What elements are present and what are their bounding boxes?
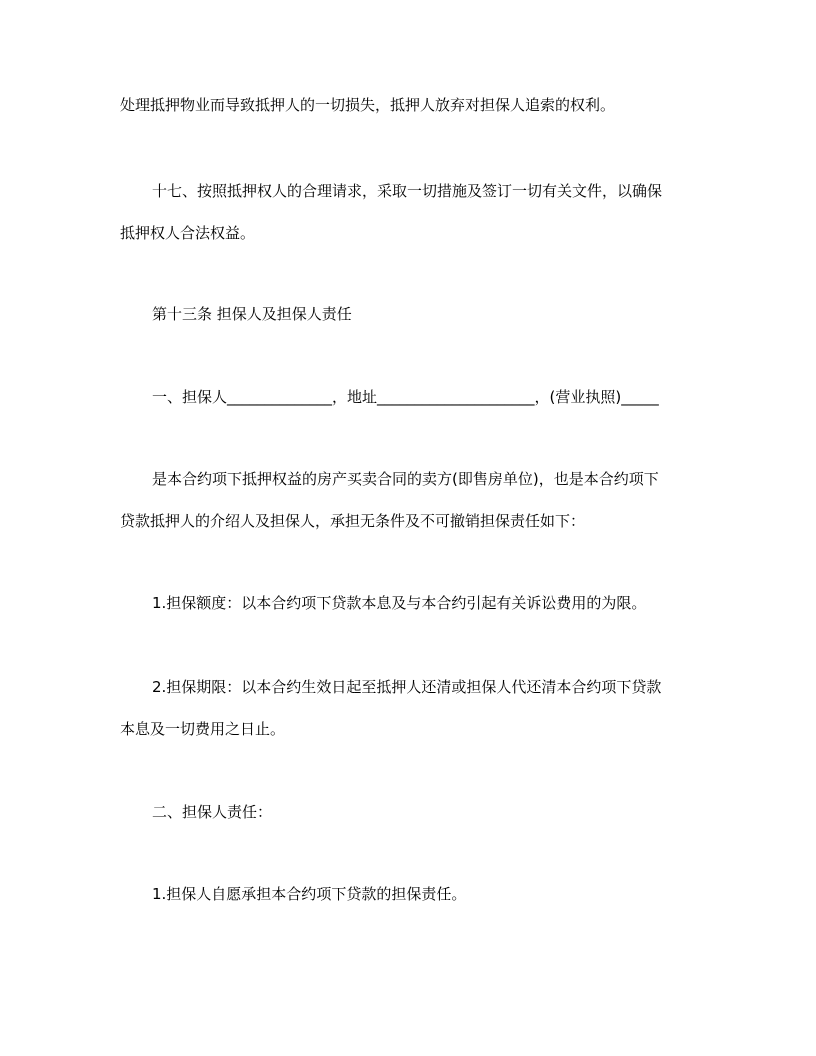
guarantor-description-line: 是本合约项下抵押权益的房产买卖合同的卖方(即售房单位)，也是本合约项下	[152, 470, 659, 488]
guarantee-amount-line: 1.担保额度：以本合约项下贷款本息及与本合约引起有关诉讼费用的为限。	[152, 594, 647, 612]
paragraph-line: 处理抵押物业而导致抵押人的一切损失，抵押人放弃对担保人追索的权利。	[120, 96, 616, 114]
guarantee-period-line: 2.担保期限：以本合约生效日起至抵押人还清或担保人代还清本合约项下贷款	[152, 678, 662, 696]
guarantee-period-continuation: 本息及一切费用之日止。	[120, 720, 286, 738]
clause-17-line: 十七、按照抵押权人的合理请求，采取一切措施及签订一切有关文件，以确保	[152, 182, 663, 200]
guarantor-responsibility-item-1: 1.担保人自愿承担本合约项下贷款的担保责任。	[152, 885, 467, 903]
guarantor-description-continuation: 贷款抵押人的介绍人及担保人，承担无条件及不可撤销担保责任如下：	[120, 512, 586, 530]
article-13-heading: 第十三条 担保人及担保人责任	[152, 305, 352, 323]
guarantor-info-line: 一、担保人______________，地址_____________________，(营业执照)_____	[152, 388, 659, 406]
guarantor-responsibility-heading: 二、担保人责任：	[152, 803, 273, 821]
clause-17-continuation: 抵押权人合法权益。	[120, 224, 256, 242]
